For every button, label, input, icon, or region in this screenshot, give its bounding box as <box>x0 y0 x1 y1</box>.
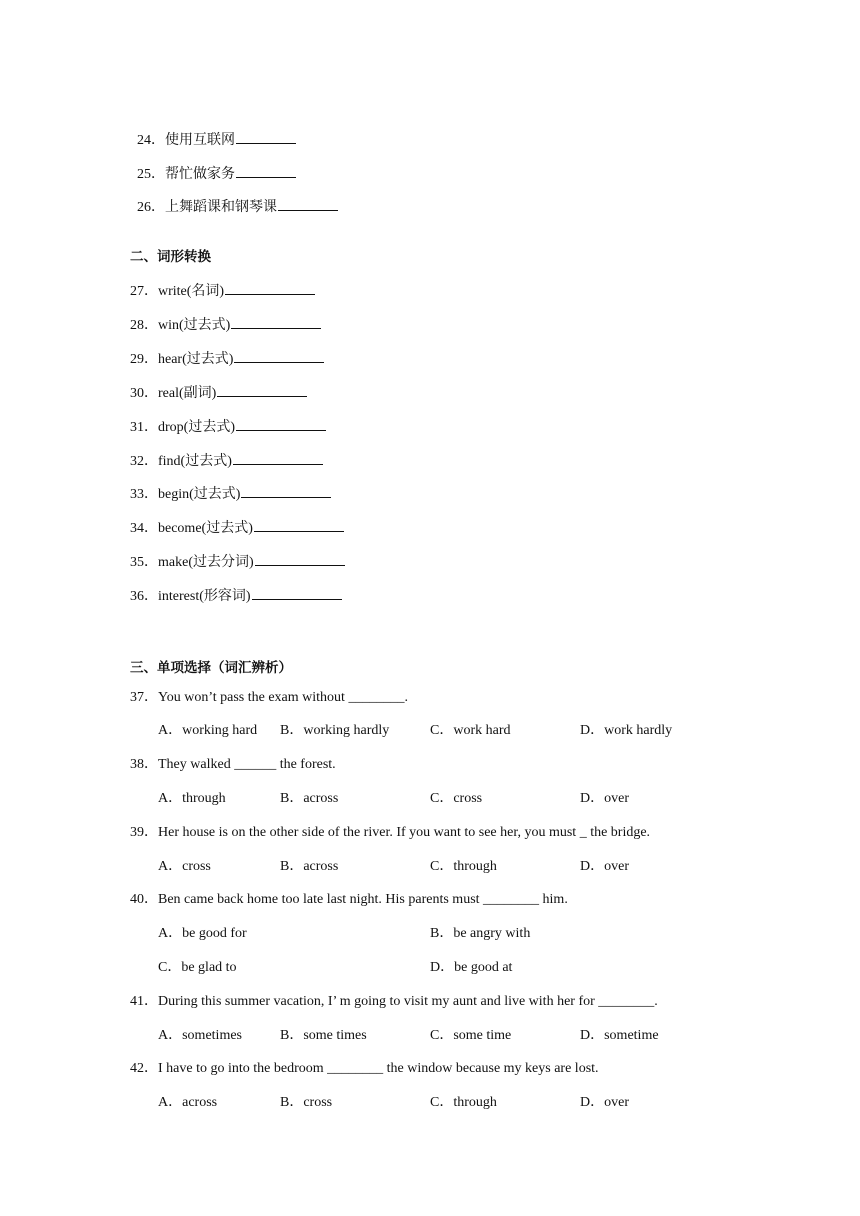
question-text: drop(过去式) <box>158 420 235 435</box>
question-26 <box>130 180 338 217</box>
question-stem-after: him. <box>539 892 568 907</box>
question-number: 28． <box>130 318 158 333</box>
question-number: 29． <box>130 352 158 367</box>
option-a[interactable]: A．across <box>158 1095 218 1110</box>
question-25 <box>130 147 296 184</box>
question-blank: ________ <box>483 892 540 907</box>
question-39 <box>130 824 650 842</box>
answer-blank[interactable] <box>236 165 296 178</box>
question-stem-before: They walked <box>158 757 235 772</box>
answer-blank[interactable] <box>233 452 323 465</box>
question-number: 34． <box>130 521 158 536</box>
question-stem-after: the window because my keys are lost. <box>383 1061 599 1076</box>
answer-blank[interactable] <box>231 316 321 329</box>
question-blank: ________ <box>598 994 655 1009</box>
question-28 <box>130 316 321 335</box>
option-b[interactable]: B．across <box>280 791 339 806</box>
option-d[interactable]: D．over <box>580 859 629 874</box>
question-text: 上舞蹈课和钢琴课 <box>165 200 277 215</box>
question-number: 27． <box>130 284 158 299</box>
question-number: 33． <box>130 487 158 502</box>
question-number: 38． <box>130 757 158 772</box>
question-number: 40． <box>130 892 158 907</box>
question-32 <box>130 452 323 471</box>
question-37 <box>130 689 408 707</box>
question-text: begin(过去式) <box>158 487 241 502</box>
question-number: 32． <box>130 454 158 469</box>
option-d[interactable]: D．work hardly <box>580 723 673 738</box>
answer-blank[interactable] <box>236 418 326 431</box>
question-number: 37． <box>130 690 158 705</box>
answer-blank[interactable] <box>236 131 296 144</box>
section-heading-word-forms: 二、词形转换 <box>130 249 211 265</box>
question-number: 39． <box>130 825 158 840</box>
question-stem-before: During this summer vacation, I’ m going to visit my aunt and live with her for <box>158 994 599 1009</box>
option-b[interactable]: B．across <box>280 859 339 874</box>
question-stem-before: Ben came back home too late last night. His parents must <box>158 892 484 907</box>
question-number: 42． <box>130 1061 158 1076</box>
option-c[interactable]: C．through <box>430 859 497 874</box>
question-stem-before: You won’t pass the exam without <box>158 690 349 705</box>
option-c[interactable]: C．some time <box>430 1028 512 1043</box>
option-d[interactable]: D．sometime <box>580 1028 659 1043</box>
question-40 <box>130 891 568 909</box>
option-a[interactable]: A．through <box>158 791 226 806</box>
question-number: 30． <box>130 386 158 401</box>
question-38 <box>130 756 336 774</box>
question-stem-before: I have to go into the bedroom <box>158 1061 328 1076</box>
question-stem-after: . <box>404 690 408 705</box>
question-36 <box>130 587 342 606</box>
answer-blank[interactable] <box>254 519 344 532</box>
question-text: 使用互联网 <box>165 133 235 148</box>
answer-blank[interactable] <box>255 553 345 566</box>
question-number: 26． <box>137 200 165 215</box>
option-b[interactable]: B．some times <box>280 1028 367 1043</box>
option-a[interactable]: A．be good for <box>158 926 247 941</box>
answer-blank[interactable] <box>241 485 331 498</box>
question-number: 36． <box>130 589 158 604</box>
section-heading-vocabulary-choice: 三、单项选择（词汇辨析） <box>130 660 292 676</box>
answer-blank[interactable] <box>234 350 324 363</box>
answer-blank[interactable] <box>217 384 307 397</box>
question-text: real(副词) <box>158 386 217 401</box>
question-blank: ______ <box>234 757 277 772</box>
question-30 <box>130 384 307 403</box>
question-number: 41． <box>130 994 158 1009</box>
question-text: find(过去式) <box>158 454 232 469</box>
option-c[interactable]: C．be glad to <box>158 960 237 975</box>
question-stem-after: the bridge. <box>586 825 651 840</box>
option-a[interactable]: A．sometimes <box>158 1028 242 1043</box>
option-c[interactable]: C．through <box>430 1095 497 1110</box>
question-number: 24． <box>137 133 165 148</box>
question-31 <box>130 418 326 437</box>
option-b[interactable]: B．working hardly <box>280 723 390 738</box>
option-a[interactable]: A．cross <box>158 859 211 874</box>
question-stem-before: Her house is on the other side of the river. If you want to see her, you must <box>158 825 580 840</box>
answer-blank[interactable] <box>252 587 342 600</box>
option-b[interactable]: B．cross <box>280 1095 333 1110</box>
option-a[interactable]: A．working hard <box>158 723 258 738</box>
question-stem-after: the forest. <box>276 757 336 772</box>
question-blank: ________ <box>327 1061 384 1076</box>
question-text: become(过去式) <box>158 521 253 536</box>
question-text: 帮忙做家务 <box>165 167 235 182</box>
question-text: interest(形容词) <box>158 589 251 604</box>
question-number: 31． <box>130 420 158 435</box>
question-text: make(过去分词) <box>158 555 254 570</box>
answer-blank[interactable] <box>278 198 338 211</box>
option-d[interactable]: D．be good at <box>430 960 513 975</box>
question-stem-after: . <box>654 994 658 1009</box>
question-text: win(过去式) <box>158 318 231 333</box>
question-34 <box>130 519 344 538</box>
question-27 <box>130 282 315 301</box>
question-number: 35． <box>130 555 158 570</box>
question-41 <box>130 993 658 1011</box>
question-text: hear(过去式) <box>158 352 234 367</box>
question-text: write(名词) <box>158 284 225 299</box>
option-d[interactable]: D．over <box>580 791 629 806</box>
question-number: 25． <box>137 167 165 182</box>
question-42 <box>130 1060 599 1078</box>
answer-blank[interactable] <box>225 282 315 295</box>
question-24 <box>130 113 296 150</box>
question-blank: ________ <box>348 690 405 705</box>
question-33 <box>130 485 331 504</box>
option-d[interactable]: D．over <box>580 1095 629 1110</box>
option-b[interactable]: B．be angry with <box>430 926 531 941</box>
question-29 <box>130 350 324 369</box>
question-blank: _ <box>579 825 587 840</box>
option-c[interactable]: C．cross <box>430 791 483 806</box>
option-c[interactable]: C．work hard <box>430 723 511 738</box>
question-35 <box>130 553 345 572</box>
